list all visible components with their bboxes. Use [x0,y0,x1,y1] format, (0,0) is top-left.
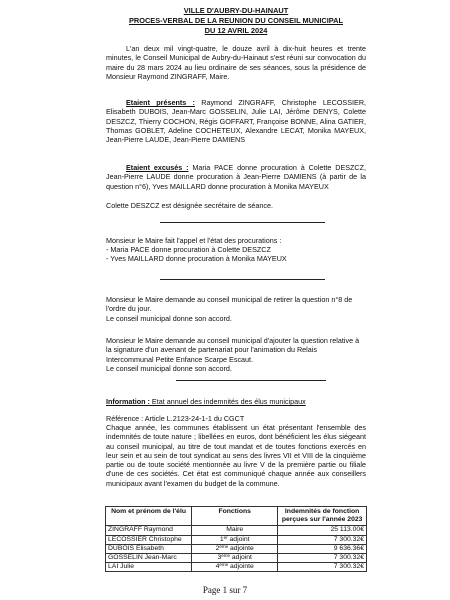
table-row [106,563,367,572]
fn-text: adjoint [227,535,250,543]
row-amount: 7 300.32€ [278,563,367,572]
page-number: Page 1 sur 7 [202,585,248,595]
appel-line-3: - Yves MAILLARD donne procuration à Monika MAYEUX [106,254,287,263]
fn-sup: ème [221,553,230,559]
ajout-accord: Le conseil municipal donne son accord. [106,364,232,373]
row-name: GOSSELIN Jean-Marc [106,554,192,563]
fn-text: adjoint [230,554,252,562]
information-body: Chaque année, les communes établissent un état présentant l'ensemble des indemnités de toute nature ; libellées en euros, dont bénéficient les élus siégeant au conseil municipal, au titre de tout mandat et de toutes fonctions exercés en leur sein et au sein de tout syndicat au sens des livres VII et VIII de la cinquième partie ou de toute société mentionnée au livre V de la première partie ou filiale d'une de ces sociétés. Cet état est communiqué chaque année aux conseillers municipaux avant l'examen du budget de la commune. [106,423,366,488]
presents-label: Etaient présents : [126,98,195,107]
fn-num: 2 [215,544,220,552]
row-name: ZINGRAFF Raymond [106,526,192,535]
table-row [106,544,367,553]
separator-3 [176,380,326,381]
row-name: LECOSSIER Christophe [106,535,192,544]
fn-sup: ème [219,562,229,568]
separator-2 [160,279,325,280]
excuses-label: Etaient excusés : [126,163,189,172]
intro-paragraph: L'an deux mil vingt-quatre, le douze avril à dix-huit heures et trente minutes, le Conseil Municipal de Aubry-du-Hainaut s'est réuni sur convocation du maire du 28 mars 2024 au lieu ordinaire de ses séances, sous la présidence de Monsieur Raymond ZINGRAFF, Maire. [106,44,366,81]
table-row [106,535,367,544]
header-name: Nom et prénom de l'élu [106,507,192,526]
fn-num: 4 [215,563,220,571]
information-heading [106,397,366,406]
fn-text: adjointe [228,544,254,552]
row-fonction [192,554,278,563]
information-title: Etat annuel des indemnités des élus municipaux [149,397,306,406]
presents-paragraph [106,98,366,144]
fn-sup: er [223,534,228,540]
excuses-text: Maria PACE donne procuration à Colette DESZCZ, Jean-Pierre LAUDE donne procuration à Jean-Pierre DAMIENS (à partir de la question n°6), Yves MAILLARD donne procuration à Monika MAYEUX [106,163,366,191]
row-name: LAI Julie [106,563,192,572]
table-header-row [106,507,367,526]
separator-1 [160,222,325,223]
row-amount: 7 300.32€ [278,535,367,544]
retrait-accord: Le conseil municipal donne son accord. [106,314,232,323]
header-title: PROCES-VERBAL DE LA REUNION DU CONSEIL MUNICIPAL [128,16,344,25]
excuses-paragraph [106,163,366,191]
row-fonction [192,544,278,553]
header-indemnites: Indemnités de fonction perçues sur l'année 2023 [278,507,367,526]
header-fonctions: Fonctions [192,507,278,526]
row-amount: 25 113.00€ [278,526,367,535]
fn-text: Maire [226,526,244,534]
fn-num: 1 [219,535,224,543]
appel-line-2: - Maria PACE donne procuration à Colette DESZCZ [106,245,271,254]
table-row [106,554,367,563]
fn-sup: ème [219,543,229,549]
row-amount: 7 300.32€ [278,554,367,563]
appel-line-1: Monsieur le Maire fait l'appel et l'état des procurations : [106,236,282,245]
header-date: DU 12 AVRIL 2024 [204,26,268,35]
ajout-text: Monsieur le Maire demande au conseil municipal d'ajouter la question relative à la signature d'un avenant de partenariat pour l'animation du Relais Intercommunal Petite Enfance Scarpe Escaut. [106,336,360,364]
row-name: DUBOIS Elisabeth [106,544,192,553]
row-fonction [192,526,278,535]
header-city: VILLE D'AUBRY-DU-HAINAUT [183,6,289,15]
secretaire-line: Colette DESZCZ est désignée secrétaire de séance. [106,201,273,210]
retrait-text: Monsieur le Maire demande au conseil municipal de retirer la question n°8 de l'ordre du jour. [106,295,353,314]
information-label: Information : [106,397,150,406]
table-row [106,526,367,535]
presents-text: Raymond ZINGRAFF, Christophe LECOSSIER, Elisabeth DUBOIS, Jean-Marc GOSSELIN, Julie LAI, Jérôme DENYS, Colette DESZCZ, Thierry COCHON, Régis GOFFART, Françoise BONNE, Alina GATIER, Thomas GOBLET, Adeline COCHETEUX, Alexandre LECAT, Monika MAYEUX, Jean-Pierre LAUDE, Jean-Pierre DAMIENS [106,98,367,145]
fn-num: 3 [217,554,222,562]
information-reference: Référence : Article L.2123-24-1-1 du CGCT [106,414,245,423]
row-amount: 9 636.36€ [278,544,367,553]
indemnites-table [105,506,367,572]
row-fonction [192,563,278,572]
row-fonction [192,535,278,544]
fn-text: adjointe [228,563,254,571]
